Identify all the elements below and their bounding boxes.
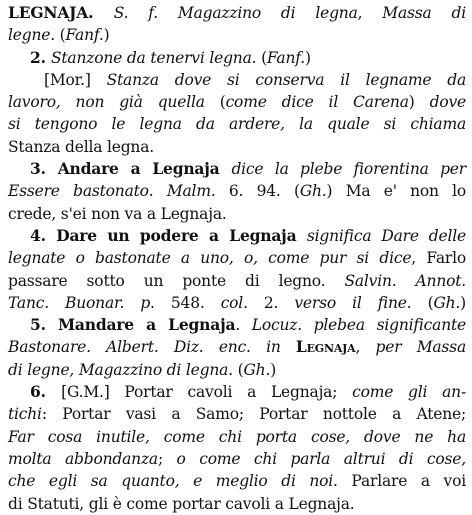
entry-line xyxy=(8,270,466,292)
text-run: come dice il Carena xyxy=(225,93,409,112)
text-run: , xyxy=(355,338,376,357)
entry-line xyxy=(8,470,466,492)
text-run: [G.M.] Portar cavoli a Legnaja; xyxy=(61,383,353,402)
text-run: Far cosa inutile, come chi porta cose, dove ne ha xyxy=(8,427,466,446)
text-run: . ( xyxy=(406,293,434,312)
text-run: dove xyxy=(429,93,466,112)
text-run: ) xyxy=(460,293,466,312)
text-run: si tengono le legna da ardere, la quale si chiama xyxy=(8,115,466,134)
text-run: ) xyxy=(304,48,311,67)
text-run: Essere bastonato xyxy=(8,182,149,201)
text-run: passare sotto un ponte di legno. xyxy=(8,271,345,290)
text-run: legnate o bastonate a uno, o, come pur si dice xyxy=(8,249,412,268)
text-run: dice la plebe fiorentina per xyxy=(231,160,466,179)
text-run: verso il fine xyxy=(294,293,407,312)
text-run: LEGNAJA. xyxy=(8,3,114,22)
text-run: Gh. xyxy=(299,182,327,201)
text-run: , xyxy=(357,4,383,22)
text-run: ) xyxy=(270,360,277,379)
entry-line xyxy=(8,426,466,448)
text-run: Locuz. plebea significante xyxy=(251,316,466,335)
text-run: 3. Andare a Legnaja xyxy=(30,159,232,179)
entry-line xyxy=(8,24,466,46)
text-run: S. f. xyxy=(113,4,178,22)
text-run: . 2. xyxy=(243,293,295,312)
text-run: Fanf. xyxy=(266,48,305,67)
text-run: . Parlare a voi xyxy=(333,472,466,491)
text-run: . ( xyxy=(251,48,267,67)
entry-line xyxy=(8,180,466,202)
entry-line xyxy=(8,336,466,358)
entry-line xyxy=(8,493,466,515)
text-run: 5. Mandare a Legnaja xyxy=(30,315,236,335)
text-run: o come chi parla altrui di cose, xyxy=(176,449,466,468)
text-run: legne xyxy=(8,26,51,45)
text-run: ) xyxy=(408,93,430,112)
text-run: Salvin. Annot. xyxy=(344,271,467,290)
text-run: : Portar vasi a Samo; Portar nottole a Atene; xyxy=(41,405,466,424)
text-run: molta abbondanza xyxy=(8,449,158,468)
text-run: significa Dare delle xyxy=(306,226,466,245)
text-run: . 6. 94. ( xyxy=(210,182,300,201)
text-run: 4. Dare un podere a Legnaja xyxy=(30,225,307,245)
text-run: . ( xyxy=(50,26,66,45)
text-run: Gh. xyxy=(243,360,271,379)
text-run: Malm xyxy=(166,182,211,201)
text-run: ( xyxy=(204,93,226,112)
text-run: per Massa xyxy=(375,338,466,357)
text-run: Magazzino di legna xyxy=(177,4,358,22)
text-run: che egli sa quanto, e meglio di noi xyxy=(8,472,334,491)
text-run: . xyxy=(148,182,167,201)
text-run: Fanf. xyxy=(65,26,104,45)
entry-line xyxy=(8,292,466,314)
entry-line xyxy=(8,359,466,381)
entry-line xyxy=(8,69,466,91)
entry-line xyxy=(8,448,466,470)
entry-line xyxy=(8,136,466,158)
text-run: . 548. xyxy=(150,293,221,312)
text-run: [Mor.] xyxy=(44,70,107,89)
text-run: Bastonare. Albert. Diz. enc. in xyxy=(8,338,296,357)
entry-line xyxy=(8,47,466,69)
text-run: lavoro, non già quella xyxy=(8,93,205,112)
entry-line xyxy=(8,403,466,425)
text-run: . xyxy=(235,316,252,335)
text-run: Gh. xyxy=(433,293,461,312)
text-run: 2. xyxy=(30,47,51,67)
entry-line xyxy=(8,247,466,269)
text-run: col xyxy=(220,293,244,312)
text-run: Stanza dove si conserva il legname da xyxy=(106,70,466,89)
text-run: Massa di xyxy=(382,4,466,22)
text-run: ; xyxy=(157,449,177,468)
text-run: Tanc. Buonar. p xyxy=(8,293,151,312)
text-run: tichi xyxy=(8,405,42,424)
text-run: ) xyxy=(103,26,110,45)
entry-line xyxy=(8,381,466,403)
entry-line xyxy=(8,203,466,225)
text-run: ) Ma e' non lo xyxy=(326,182,466,201)
text-run: . ( xyxy=(228,360,244,379)
entry-line xyxy=(8,314,466,336)
dictionary-entry xyxy=(8,2,466,515)
text-run: 6. xyxy=(30,382,62,402)
text-run: Stanza della legna. xyxy=(8,137,154,156)
text-run: come gli an- xyxy=(352,383,466,402)
entry-line xyxy=(8,91,466,113)
text-run: Legnaja xyxy=(295,337,356,357)
entry-line xyxy=(8,158,466,180)
text-run: di legne, Magazzino di legna xyxy=(8,360,229,379)
entry-line xyxy=(8,113,466,135)
text-run: , Farlo xyxy=(411,249,466,268)
entry-line xyxy=(8,225,466,247)
text-run: di Statuti, gli è come portar cavoli a Legnaja. xyxy=(8,494,355,513)
text-run: crede, s'ei non va a Legnaja. xyxy=(8,204,227,223)
text-run: Stanzone da tenervi legna xyxy=(50,48,252,67)
entry-line xyxy=(8,2,466,24)
